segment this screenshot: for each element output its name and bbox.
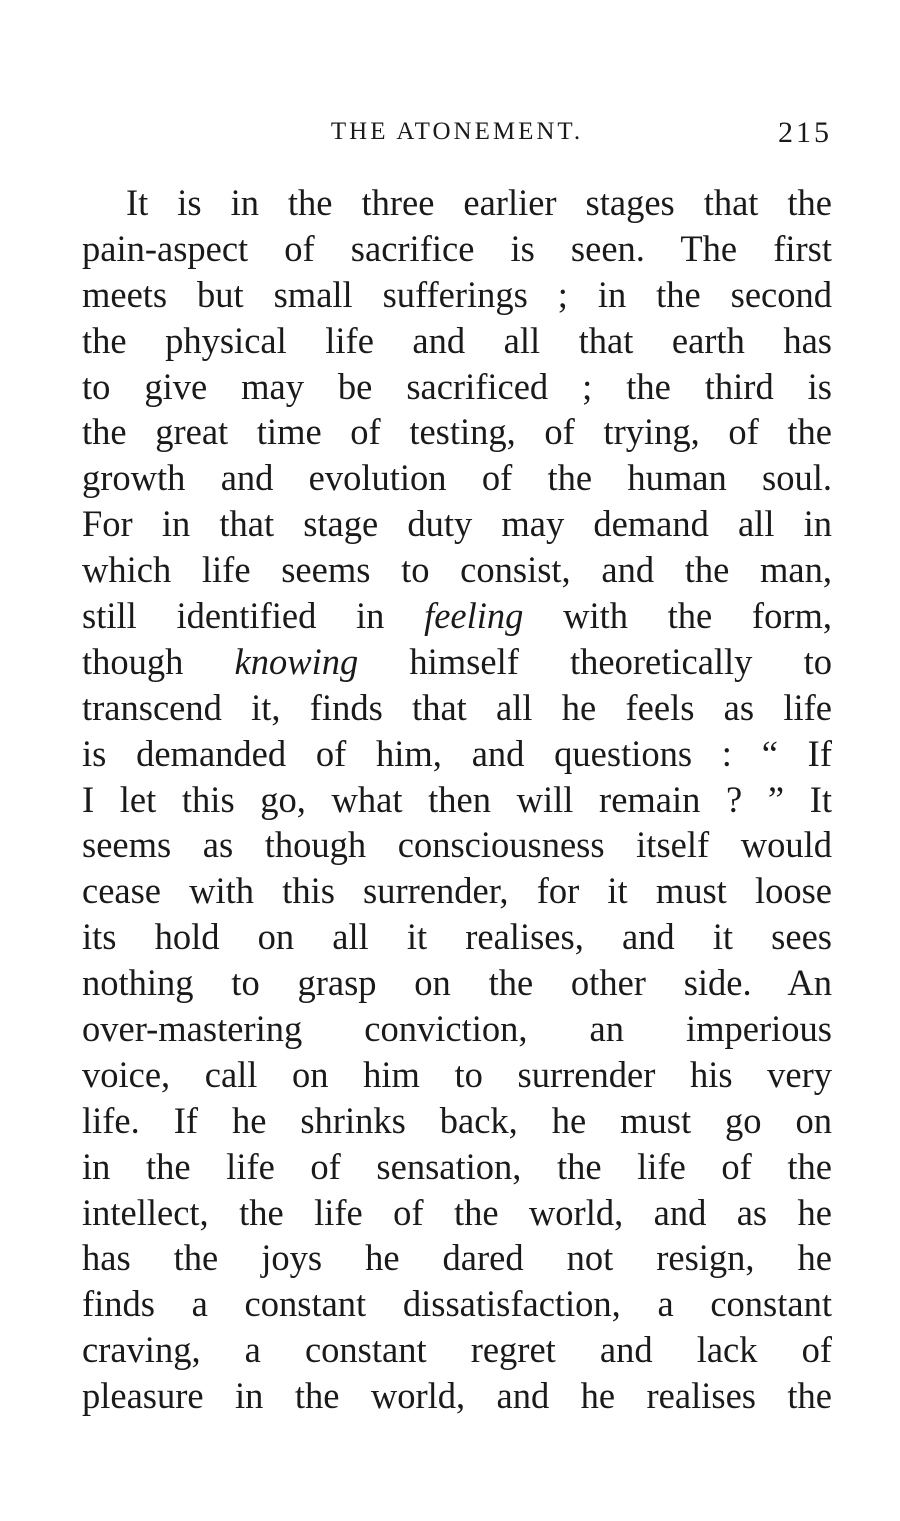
text-line: seems as though consciousness itself would bbox=[82, 824, 832, 866]
text-line: its hold on all it realises, and it sees bbox=[82, 916, 832, 958]
italic-word: feeling bbox=[424, 595, 524, 637]
italic-word: knowing bbox=[234, 640, 359, 682]
text-line: life. If he shrinks back, he must go on bbox=[82, 1099, 832, 1141]
body-paragraph bbox=[82, 180, 832, 1419]
text-line: cease with this surrender, for it must loose bbox=[82, 870, 832, 912]
text-line: to give may be sacrificed ; the third is bbox=[82, 365, 832, 407]
text-line: voice, call on him to surrender his very bbox=[82, 1053, 832, 1095]
text-line: pain-aspect of sacrifice is seen. The first bbox=[82, 227, 832, 269]
text-segment: though bbox=[82, 640, 235, 682]
text-segment: with the form, bbox=[523, 595, 832, 637]
text-line: meets but small sufferings ; in the second bbox=[82, 273, 832, 315]
text-line: pleasure in the world, and he realises the bbox=[82, 1375, 832, 1417]
text-line: For in that stage duty may demand all in bbox=[82, 503, 832, 545]
text-line bbox=[82, 639, 832, 685]
text-line: in the life of sensation, the life of the bbox=[82, 1145, 832, 1187]
text-line: It is in the three earlier stages that the bbox=[126, 182, 832, 223]
running-head bbox=[82, 116, 832, 152]
text-line bbox=[82, 593, 832, 639]
page-number: 215 bbox=[778, 116, 832, 149]
text-line: which life seems to consist, and the man, bbox=[82, 549, 832, 591]
text-line: has the joys he dared not resign, he bbox=[82, 1237, 832, 1279]
text-segment: himself theoretically to bbox=[358, 640, 832, 682]
text-line: growth and evolution of the human soul. bbox=[82, 457, 832, 499]
text-line: transcend it, finds that all he feels as life bbox=[82, 686, 832, 728]
text-segment: still identified in bbox=[82, 595, 425, 637]
text-line: nothing to grasp on the other side. An bbox=[82, 962, 832, 1004]
text-line: intellect, the life of the world, and as he bbox=[82, 1191, 832, 1233]
text-line: the physical life and all that earth has bbox=[82, 319, 832, 361]
text-line: over-mastering conviction, an imperious bbox=[82, 1008, 832, 1050]
text-line: the great time of testing, of trying, of the bbox=[82, 411, 832, 453]
running-title: THE ATONEMENT. bbox=[330, 118, 584, 145]
text-line: I let this go, what then will remain ? ” It bbox=[82, 778, 832, 820]
text-line: is demanded of him, and questions : “ If bbox=[82, 732, 832, 774]
text-line: craving, a constant regret and lack of bbox=[82, 1329, 832, 1371]
text-line: finds a constant dissatisfaction, a constant bbox=[82, 1283, 832, 1325]
